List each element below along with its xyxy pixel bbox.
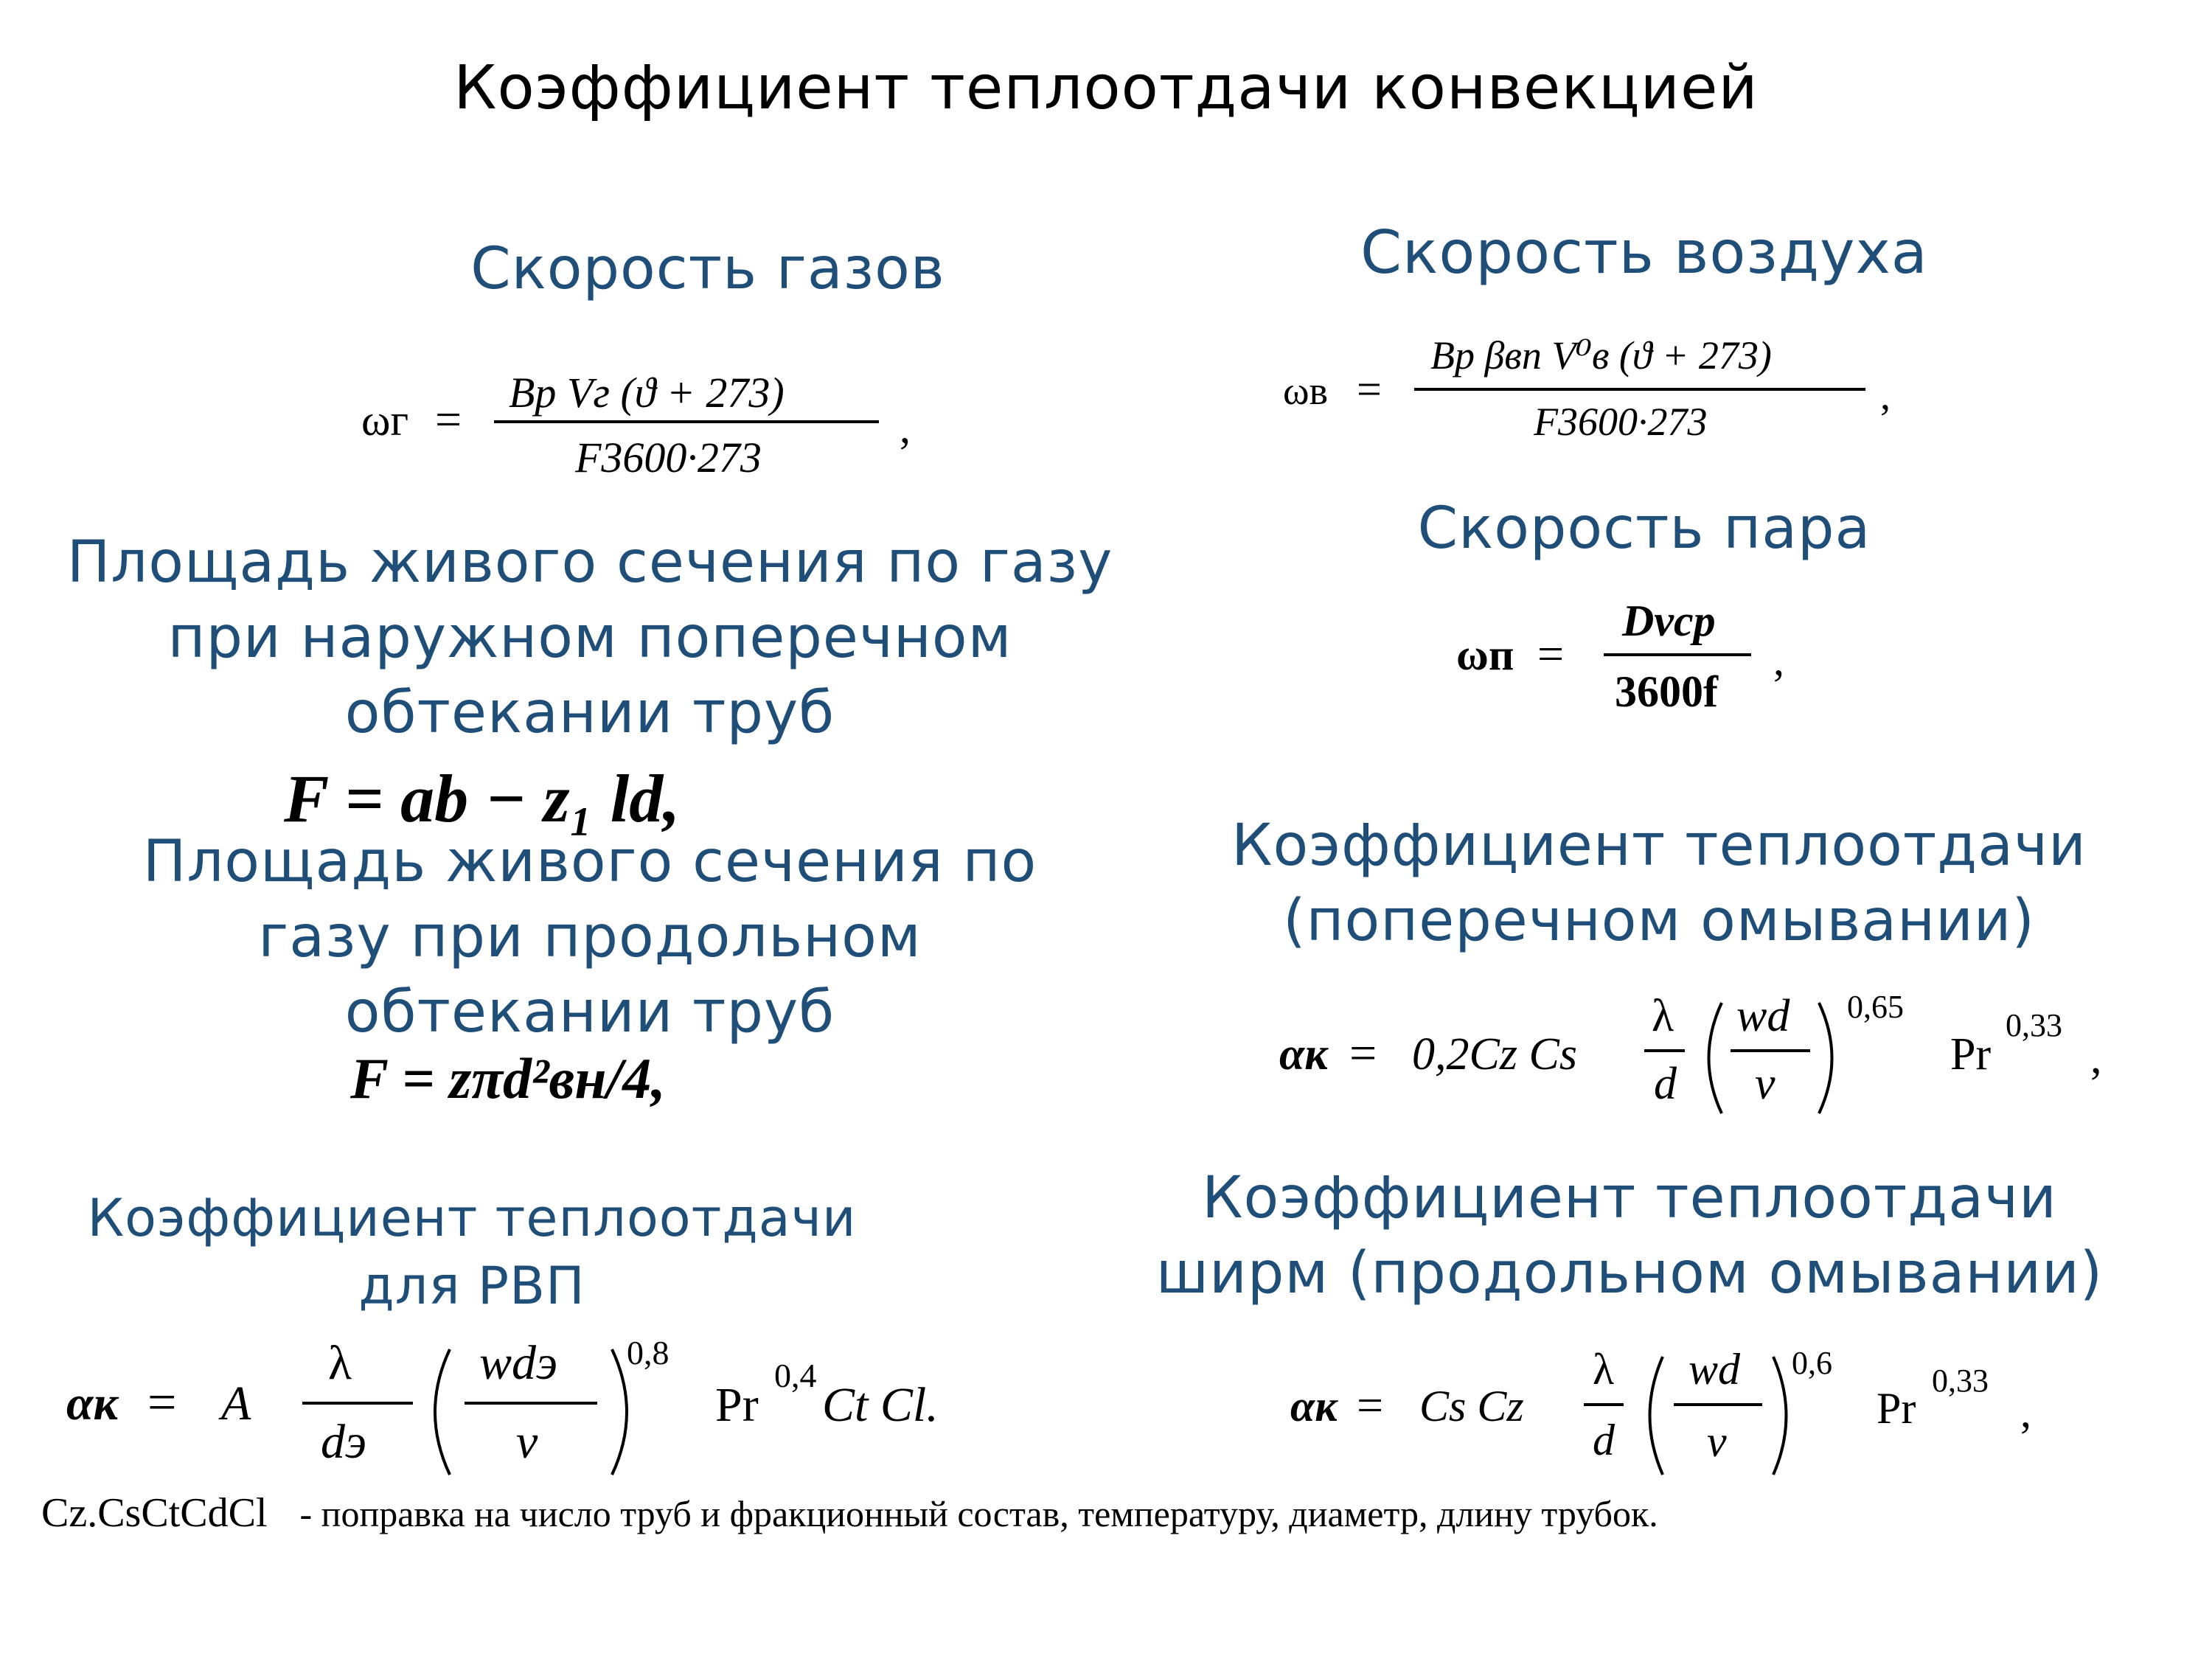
heading-line: при наружном поперечном xyxy=(167,605,1012,671)
formula-denominator: 3600f xyxy=(1615,667,1718,716)
heading-line: Коэффициент теплоотдачи xyxy=(1202,1165,2057,1231)
formula-eq: = xyxy=(1357,1379,1384,1431)
formula-lhs: ωп xyxy=(1456,630,1514,679)
heading-coef-cross xyxy=(1180,808,2138,959)
formula-tail: , xyxy=(1880,373,1891,419)
heading-line: Коэффициент теплоотдачи xyxy=(87,1188,857,1248)
formula-lhs: αк xyxy=(1279,1029,1328,1079)
paren-right xyxy=(612,1349,627,1475)
formula-lhs: ωв xyxy=(1283,369,1329,413)
formula-tail: , xyxy=(1773,636,1784,684)
heading-area-cross xyxy=(15,525,1165,751)
heading-line: Коэффициент теплоотдачи xyxy=(1231,813,2087,879)
formula-eq: = xyxy=(1349,1026,1377,1080)
heading-air-speed xyxy=(1312,218,1976,287)
formula-numerator: Bр Vг (ϑ + 273) xyxy=(509,369,785,417)
formula-numerator: Dvcp xyxy=(1622,597,1716,645)
heading-steam-speed xyxy=(1312,495,1976,562)
formula-lhs: αк xyxy=(66,1377,118,1430)
heading-line: Скорость газов xyxy=(470,236,945,302)
paren-left xyxy=(435,1349,450,1475)
formula-air-speed xyxy=(1283,317,1917,468)
formula-tail: , xyxy=(900,403,911,452)
heading-line: Площадь живого сечения по xyxy=(142,829,1037,895)
formula-denominator: F3600·273 xyxy=(1534,400,1708,444)
formula-exponent: 0,8 xyxy=(627,1334,669,1371)
formula-gas-speed xyxy=(361,354,936,505)
formula-eq: = xyxy=(1537,627,1565,680)
formula-coef-cross xyxy=(1279,981,2120,1139)
formula-area-cross xyxy=(284,759,680,838)
heading-line: (поперечном омывании) xyxy=(1283,888,2035,954)
formula-eq: = xyxy=(435,393,462,445)
fraction-denominator: d xyxy=(1593,1416,1615,1464)
heading-line: ширм (продольном омывании) xyxy=(1155,1240,2104,1307)
page-title: Коэффициент теплоотдачи конвекцией xyxy=(453,53,1759,123)
formula-eq: = xyxy=(147,1374,177,1431)
formula-coefficient: A xyxy=(221,1377,251,1430)
formula-pr-exponent: 0,4 xyxy=(774,1357,817,1394)
paren-left xyxy=(1650,1357,1663,1475)
paren-right xyxy=(1773,1357,1787,1475)
fraction-numerator: λ xyxy=(328,1336,352,1390)
heading-line: газу при продольном xyxy=(258,904,922,970)
formula-coefficient: 0,2Cz Cs xyxy=(1412,1029,1577,1079)
heading-coef-screens xyxy=(1106,1161,2153,1311)
formula-tail: , xyxy=(2090,1033,2102,1083)
formula-tail: Ct Cl. xyxy=(822,1378,939,1432)
formula-pr-exponent: 0,33 xyxy=(2006,1007,2062,1043)
heading-line: Площадь живого сечения по газу xyxy=(66,529,1113,596)
formula-coef-screens xyxy=(1290,1338,2065,1497)
heading-line: для РВП xyxy=(358,1256,585,1316)
fraction-numerator: wd xyxy=(1688,1345,1741,1394)
formula-eq: = xyxy=(1357,365,1382,414)
paren-left xyxy=(1709,1003,1722,1113)
formula-exponent: 0,6 xyxy=(1792,1345,1832,1381)
formula-text: F = zπd²вн/4, xyxy=(350,1046,666,1110)
footnote xyxy=(41,1489,1658,1537)
formula-steam-speed xyxy=(1456,582,1810,734)
formula-pr: Pr xyxy=(715,1378,759,1432)
formula-lhs: αк xyxy=(1290,1382,1338,1430)
heading-line: Скорость пара xyxy=(1417,495,1871,562)
footnote-text: - поправка на число труб и фракционный состав, температуру, диаметр, длину трубок. xyxy=(299,1493,1658,1534)
formula-coef-rvp xyxy=(66,1331,1025,1497)
formula-exponent: 0,65 xyxy=(1847,989,1904,1025)
fraction-denominator: ν xyxy=(1707,1417,1727,1466)
paren-right xyxy=(1819,1003,1832,1113)
heading-line: обтекании труб xyxy=(344,680,835,746)
formula-lhs: ωг xyxy=(361,396,409,445)
heading-area-long xyxy=(88,824,1091,1050)
fraction-numerator: λ xyxy=(1652,991,1674,1041)
formula-coefficient: Cs Cz xyxy=(1419,1382,1524,1430)
fraction-denominator: ν xyxy=(516,1415,538,1469)
formula-pr: Pr xyxy=(1877,1384,1916,1433)
fraction-denominator: d xyxy=(1654,1059,1677,1109)
fraction-numerator: wdэ xyxy=(479,1336,558,1390)
formula-pr: Pr xyxy=(1950,1029,1992,1079)
formula-numerator: Bр βвп V⁰в (ϑ + 273) xyxy=(1430,333,1772,378)
formula-tail: , xyxy=(2020,1388,2031,1436)
formula-pr-exponent: 0,33 xyxy=(1932,1363,1989,1399)
fraction-numerator: λ xyxy=(1593,1345,1615,1394)
formula-text: F = ab − z₁ ld, xyxy=(284,761,681,836)
heading-gas-speed xyxy=(413,236,1003,302)
heading-line: обтекании труб xyxy=(344,979,835,1046)
formula-area-long xyxy=(350,1046,666,1112)
heading-coef-rvp xyxy=(29,1184,914,1320)
fraction-denominator: ν xyxy=(1755,1059,1775,1109)
heading-line: Скорость воздуха xyxy=(1360,218,1928,287)
fraction-numerator: wd xyxy=(1736,991,1790,1041)
footnote-symbols: Cz.CsCtCdCl xyxy=(41,1490,268,1536)
formula-denominator: F3600·273 xyxy=(575,434,762,481)
fraction-denominator: dэ xyxy=(321,1415,367,1469)
